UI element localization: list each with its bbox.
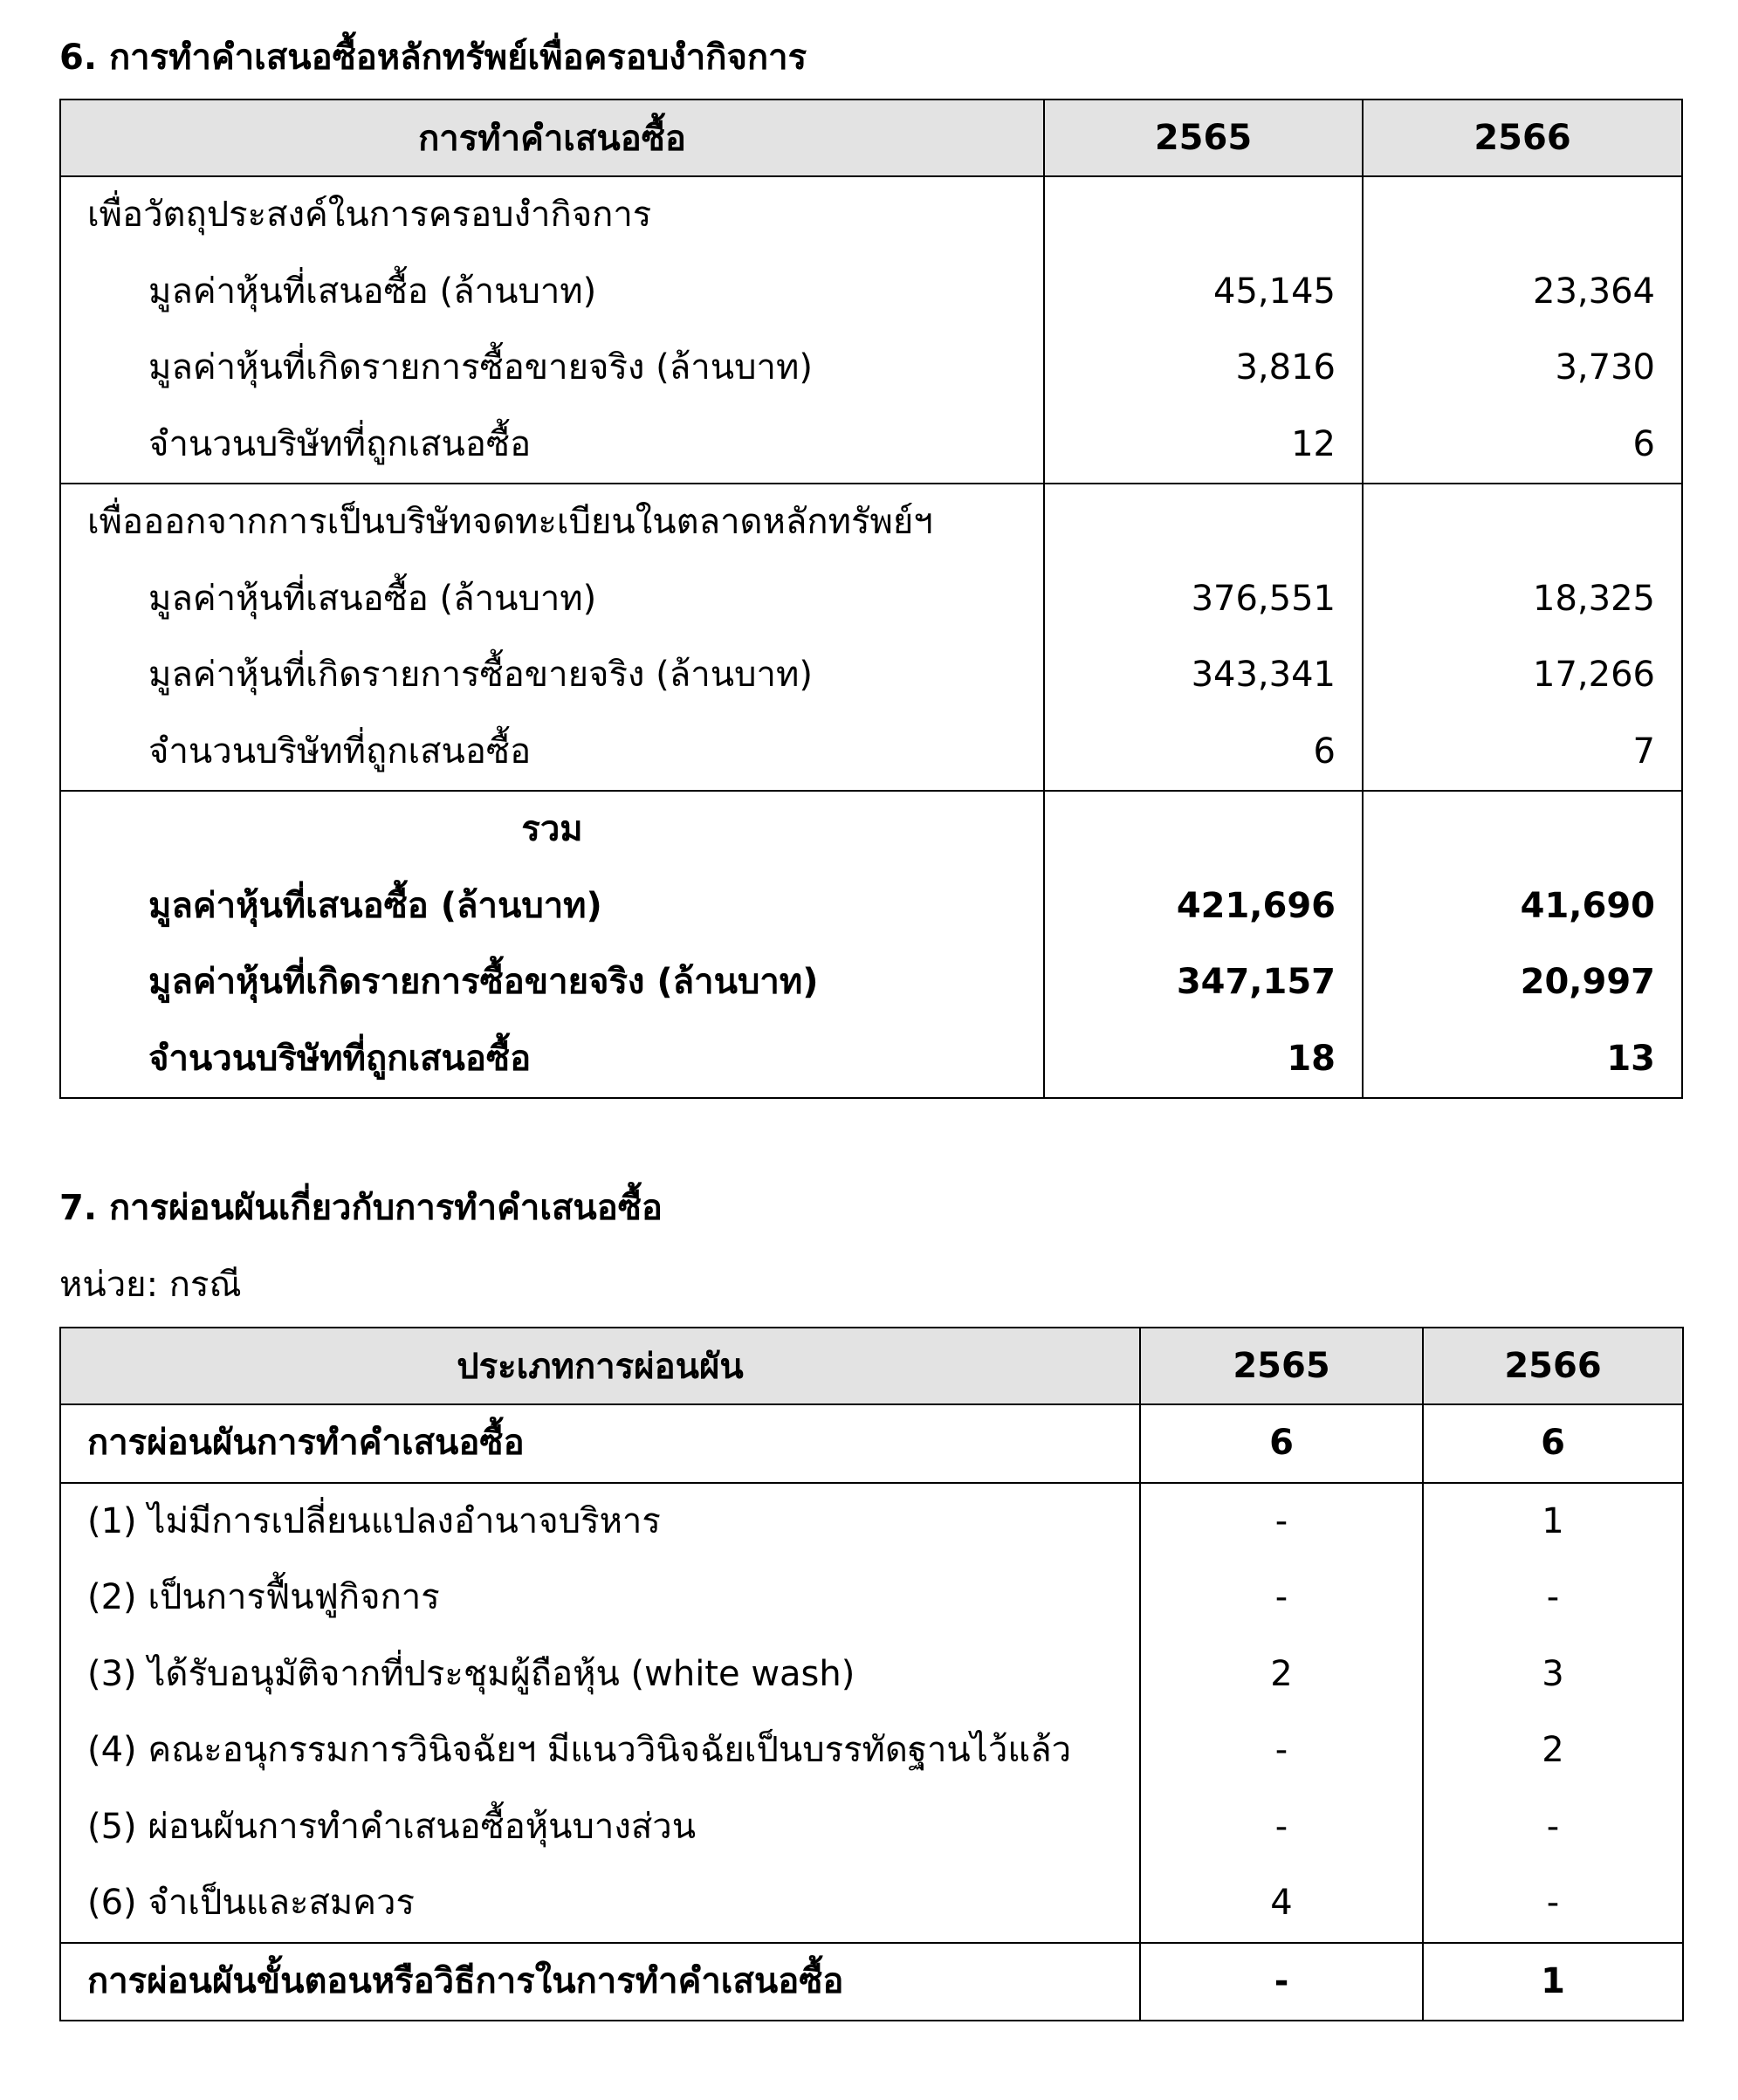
value-2566: 2 xyxy=(1423,1712,1683,1789)
value-2565: - xyxy=(1140,1789,1423,1866)
value-2566: 1 xyxy=(1423,1483,1683,1561)
tender-offer-table xyxy=(59,99,1683,1099)
row-label: (2) เป็นการฟื้นฟูกิจการ xyxy=(60,1560,1140,1637)
total-value-2565: 347,157 xyxy=(1176,962,1336,1002)
value-2565: 6 xyxy=(1140,1404,1423,1483)
header-year-2566: 2566 xyxy=(1363,100,1682,176)
row-label: มูลค่าหุ้นที่เสนอซื้อ (ล้านบาท) xyxy=(148,271,597,312)
value-2565: 6 xyxy=(1313,731,1336,772)
total-value-2566: 41,690 xyxy=(1520,885,1655,926)
row-label: มูลค่าหุ้นที่เกิดรายการซื้อขายจริง (ล้านบาท) xyxy=(148,655,813,695)
section-7-title: 7. การผ่อนผันเกี่ยวกับการทำคำเสนอซื้อ xyxy=(59,1188,663,1228)
value-2566: - xyxy=(1423,1789,1683,1866)
table-header-row xyxy=(60,1328,1683,1404)
value-2566: 3 xyxy=(1423,1637,1683,1713)
value-2565: 3,816 xyxy=(1235,347,1336,388)
row-label: จำนวนบริษัทที่ถูกเสนอซื้อ xyxy=(148,423,532,464)
row-label: มูลค่าหุ้นที่เสนอซื้อ (ล้านบาท) xyxy=(148,885,602,926)
waiver-table xyxy=(59,1327,1684,2021)
value-2565: 376,551 xyxy=(1191,578,1336,619)
value-2565: 4 xyxy=(1140,1865,1423,1943)
list-item xyxy=(60,1560,1683,1637)
row-label: จำนวนบริษัทที่ถูกเสนอซื้อ xyxy=(148,731,532,772)
value-2565: - xyxy=(1140,1712,1423,1789)
header-year-2565: 2565 xyxy=(1140,1328,1423,1404)
group-delisting xyxy=(60,484,1682,791)
value-2566: 6 xyxy=(1632,423,1655,464)
value-2565: - xyxy=(1140,1483,1423,1561)
value-2566: 17,266 xyxy=(1533,655,1655,695)
group-heading: เพื่อออกจากการเป็นบริษัทจดทะเบียนในตลาดหลักทรัพย์ฯ xyxy=(87,502,933,542)
value-2566: 18,325 xyxy=(1533,578,1655,619)
row-label: มูลค่าหุ้นที่เสนอซื้อ (ล้านบาท) xyxy=(148,578,597,619)
unit-note: หน่วย: กรณี xyxy=(59,1265,242,1305)
value-2565: 45,145 xyxy=(1213,271,1336,312)
header-year-2566: 2566 xyxy=(1423,1328,1683,1404)
value-2566: 23,364 xyxy=(1533,271,1655,312)
total-value-2566: 13 xyxy=(1606,1038,1655,1079)
row-label: (3) ได้รับอนุมัติจากที่ประชุมผู้ถือหุ้น (white wash) xyxy=(60,1637,1140,1713)
list-item xyxy=(60,1637,1683,1713)
row-label: มูลค่าหุ้นที่เกิดรายการซื้อขายจริง (ล้านบาท) xyxy=(148,962,819,1002)
header-tender-offer: การทำคำเสนอซื้อ xyxy=(60,100,1044,176)
row-label: มูลค่าหุ้นที่เกิดรายการซื้อขายจริง (ล้านบาท) xyxy=(148,347,813,388)
value-2566: 1 xyxy=(1423,1943,1683,2021)
list-item xyxy=(60,1483,1683,1561)
row-label: จำนวนบริษัทที่ถูกเสนอซื้อ xyxy=(148,1038,532,1079)
row-label: (1) ไม่มีการเปลี่ยนแปลงอำนาจบริหาร xyxy=(60,1483,1140,1561)
row-label: (4) คณะอนุกรรมการวินิจฉัยฯ มีแนววินิจฉัยเป็นบรรทัดฐานไว้แล้ว xyxy=(60,1712,1140,1789)
header-year-2565: 2565 xyxy=(1044,100,1363,176)
value-2565: - xyxy=(1140,1560,1423,1637)
total-value-2565: 421,696 xyxy=(1176,885,1336,926)
list-item xyxy=(60,1865,1683,1943)
value-2565: - xyxy=(1140,1943,1423,2021)
row-label: (5) ผ่อนผันการทำคำเสนอซื้อหุ้นบางส่วน xyxy=(60,1789,1140,1866)
summary-row-procedure-waiver xyxy=(60,1943,1683,2021)
table-header-row xyxy=(60,100,1682,176)
value-2565: 343,341 xyxy=(1191,655,1336,695)
value-2566: 6 xyxy=(1423,1404,1683,1483)
list-item xyxy=(60,1712,1683,1789)
value-2566: 7 xyxy=(1632,731,1655,772)
value-2565: 2 xyxy=(1140,1637,1423,1713)
value-2566: 3,730 xyxy=(1555,347,1655,388)
summary-row-tender-waiver xyxy=(60,1404,1683,1483)
row-label: การผ่อนผันการทำคำเสนอซื้อ xyxy=(60,1404,1140,1483)
total-value-2565: 18 xyxy=(1287,1038,1336,1079)
value-2565: 12 xyxy=(1291,423,1336,464)
total-value-2566: 20,997 xyxy=(1520,962,1655,1002)
section-6-title: 6. การทำคำเสนอซื้อหลักทรัพย์เพื่อครอบงำกิจการ xyxy=(59,38,807,78)
group-total xyxy=(60,791,1682,1098)
header-waiver-type: ประเภทการผ่อนผัน xyxy=(60,1328,1140,1404)
total-heading: รวม xyxy=(521,809,583,849)
value-2566: - xyxy=(1423,1560,1683,1637)
group-heading: เพื่อวัตถุประสงค์ในการครอบงำกิจการ xyxy=(87,195,652,235)
row-label: (6) จำเป็นและสมควร xyxy=(60,1865,1140,1943)
group-takeover xyxy=(60,176,1682,484)
list-item xyxy=(60,1789,1683,1866)
value-2566: - xyxy=(1423,1865,1683,1943)
row-label: การผ่อนผันขั้นตอนหรือวิธีการในการทำคำเสนอซื้อ xyxy=(60,1943,1140,2021)
